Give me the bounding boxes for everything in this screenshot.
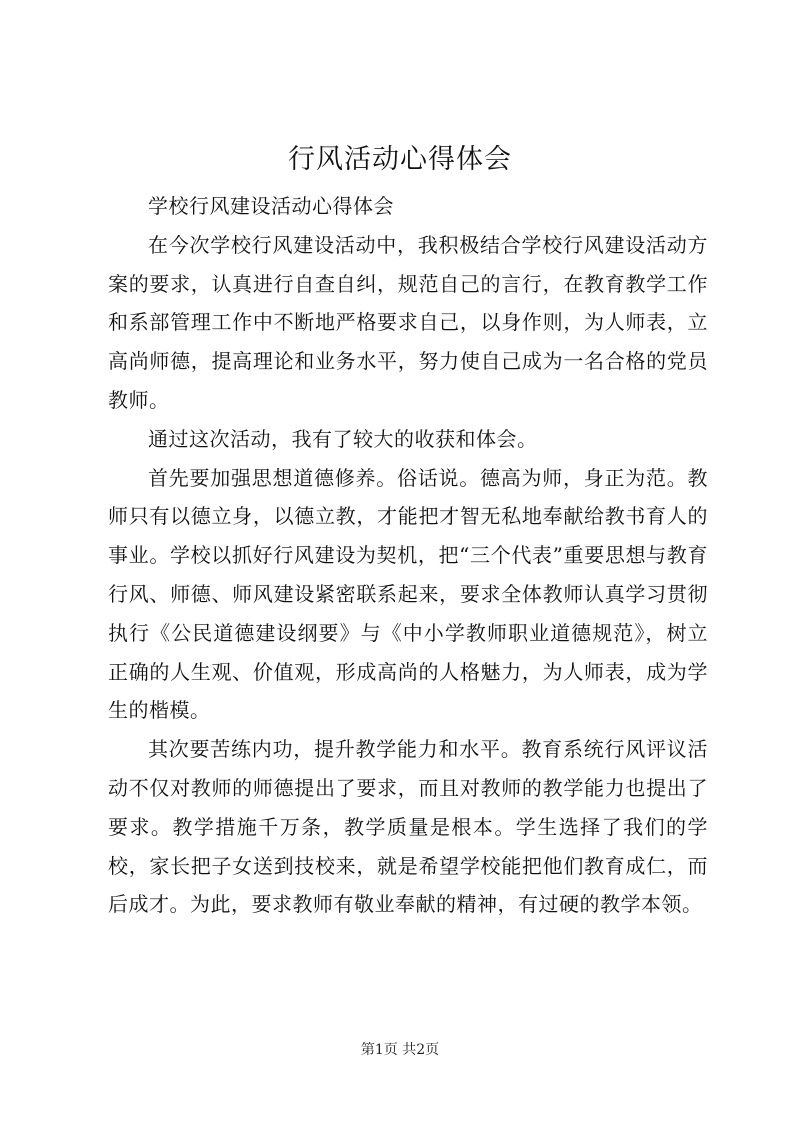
document-title: 行风活动心得体会	[288, 144, 512, 175]
page-number-footer: 第1页 共2页	[360, 1042, 440, 1058]
paragraph-teaching-ability: 其次要苦练内功，提升教学能力和水平。教育系统行风评议活动不仅对教师的师德提出了要求，而且对教师的教学能力也提出了要求。教学措施千万条，教学质量是根本。学生选择了我们的学校，家长把子女送到技校来，就是希望学校能把他们教育成仁，而后成才。为此，要求教师有敬业奉献的精神，有过硬的教学本领。	[108, 737, 708, 917]
paragraph-intro: 在今次学校行风建设活动中，我积极结合学校行风建设活动方案的要求，认真进行自查自纠，规范自己的言行，在教育教学工作和系部管理工作中不断地严格要求自己，以身作则，为人师表，立高尚师德，提高理论和业务水平，努力使自己成为一名合格的党员教师。	[108, 232, 708, 412]
paragraph-morality: 首先要加强思想道德修养。俗话说。德高为师，身正为范。教师只有以德立身，以德立教，才能把才智无私地奉献给教书育人的事业。学校以抓好行风建设为契机，把“三个代表”重要思想与教育行风、师德、师风建设紧密联系起来，要求全体教师认真学习贯彻执行《公民道德建设纲要》与《中小学教师职业道德规范》，树立正确的人生观、价值观，形成高尚的人格魅力，为人师表，成为学生的楷模。	[108, 465, 708, 723]
paragraph-subtitle: 学校行风建设活动心得体会	[148, 194, 394, 218]
document-body	[108, 187, 708, 924]
paragraph-summary: 通过这次活动，我有了较大的收获和体会。	[148, 426, 538, 451]
